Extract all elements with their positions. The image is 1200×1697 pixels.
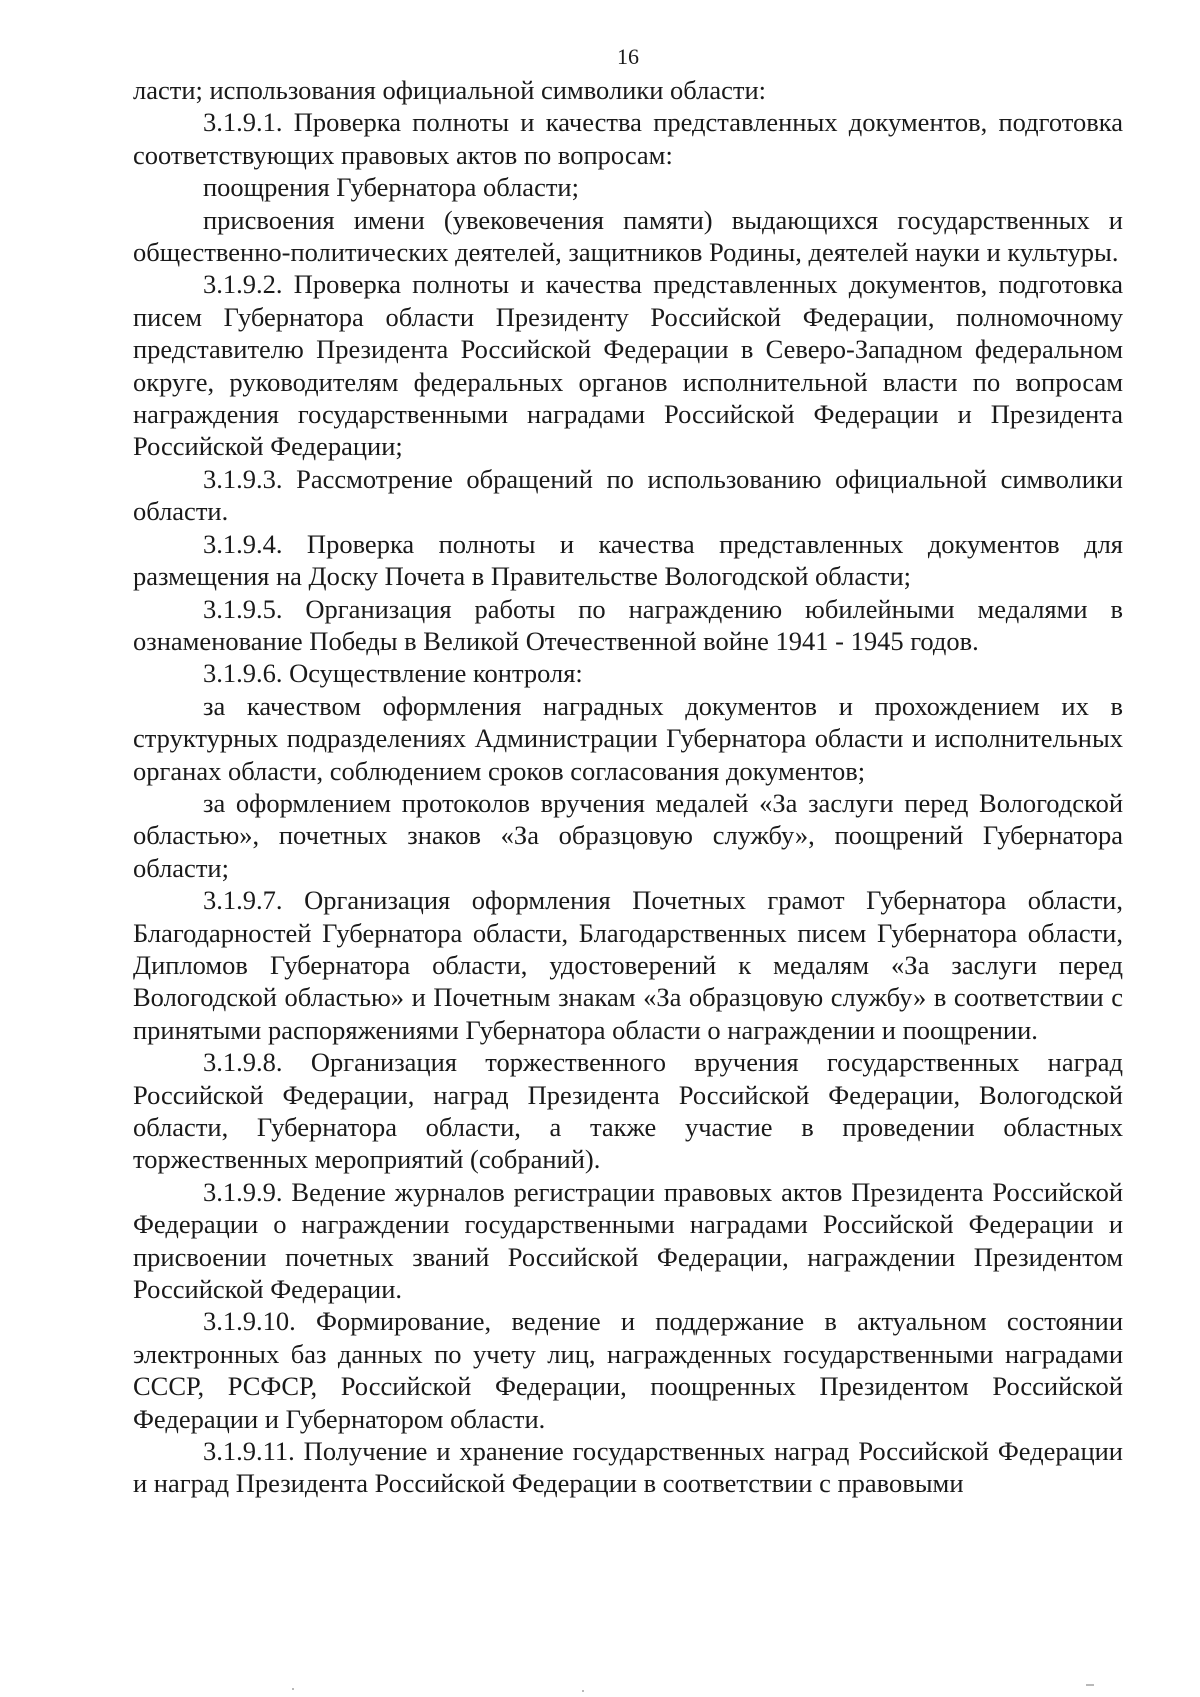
paragraph: 3.1.9.6. Осуществление контроля:	[203, 658, 583, 689]
paragraph: 3.1.9.7. Организация оформления Почетных грамот Губернатора области, Благодарностей Губернатора области, Благодарственных писем Губернатора области, Дипломов Губернатора области, удостоверений к медалям «За заслуги перед Вологодской областью» и Почетным знакам «За образцовую службу» в соответствии с принятыми распоряжениями Губернатора области о награждении и поощрении.	[133, 885, 1123, 1045]
paragraph: 3.1.9.2. Проверка полноты и качества представленных документов, подготовка писем Губернатора области Президенту Российской Федерации, полномочному представителю Президента Российской Федерации в Северо-Западном федеральном округе, руководителям федеральных органов исполнительной власти по вопросам награждения государственными наградами Российской Федерации и Президента Российской Федерации;	[133, 269, 1123, 462]
paragraph: 3.1.9.11. Получение и хранение государственных наград Российской Федерации и наград Президента Российской Федерации в соответствии с правовыми	[133, 1436, 1123, 1499]
paragraph: 3.1.9.9. Ведение журналов регистрации правовых актов Президента Российской Федерации о награждении государственными наградами Российской Федерации и присвоении почетных званий Российской Федерации, награждении Президентом Российской Федерации.	[133, 1176, 1123, 1305]
paragraph: 3.1.9.1. Проверка полноты и качества представленных документов, подготовка соответствующих правовых актов по вопросам:	[133, 107, 1123, 170]
paragraph: ласти; использования официальной символики области:	[133, 75, 766, 105]
scan-artifact	[582, 1690, 584, 1692]
paragraph: присвоения имени (увековечения памяти) выдающихся государственных и общественно-политических деятелей, защитников Родины, деятелей науки и культуры.	[133, 204, 1123, 268]
paragraph: 3.1.9.4. Проверка полноты и качества представленных документов для размещения на Доску Почета в Правительстве Вологодской области;	[133, 528, 1123, 592]
paragraph: 3.1.9.3. Рассмотрение обращений по использованию официальной символики области.	[133, 463, 1123, 527]
paragraph: за оформлением протоколов вручения медалей «За заслуги перед Вологодской областью», почетных знаков «За образцовую службу», поощрений Губернатора области;	[133, 787, 1123, 883]
page-number: 16	[617, 44, 639, 69]
paragraph: 3.1.9.10. Формирование, ведение и поддержание в актуальном состоянии электронных баз данных по учету лиц, награжденных государственными наградами СССР, РСФСР, Российской Федерации, поощренных Президентом Российской Федерации и Губернатором области.	[133, 1306, 1123, 1434]
paragraph: поощрения Губернатора области;	[203, 172, 579, 203]
paragraph: 3.1.9.5. Организация работы по награждению юбилейными медалями в ознаменование Победы в Великой Отечественной войне 1941 - 1945 годов.	[133, 593, 1123, 656]
paragraph: 3.1.9.8. Организация торжественного вручения государственных наград Российской Федерации, наград Президента Российской Федерации, Вологодской области, Губернатора области, а также участие в проведении областных торжественных мероприятий (собраний).	[133, 1047, 1123, 1175]
page-body	[133, 74, 1123, 1500]
document-page	[133, 46, 1123, 1500]
scan-artifact	[292, 1688, 294, 1690]
paragraph: за качеством оформления наградных документов и прохождением их в структурных подразделениях Администрации Губернатора области и исполнительных органах области, соблюдением сроков согласования документов;	[133, 690, 1123, 786]
scan-artifact	[1086, 1684, 1094, 1686]
